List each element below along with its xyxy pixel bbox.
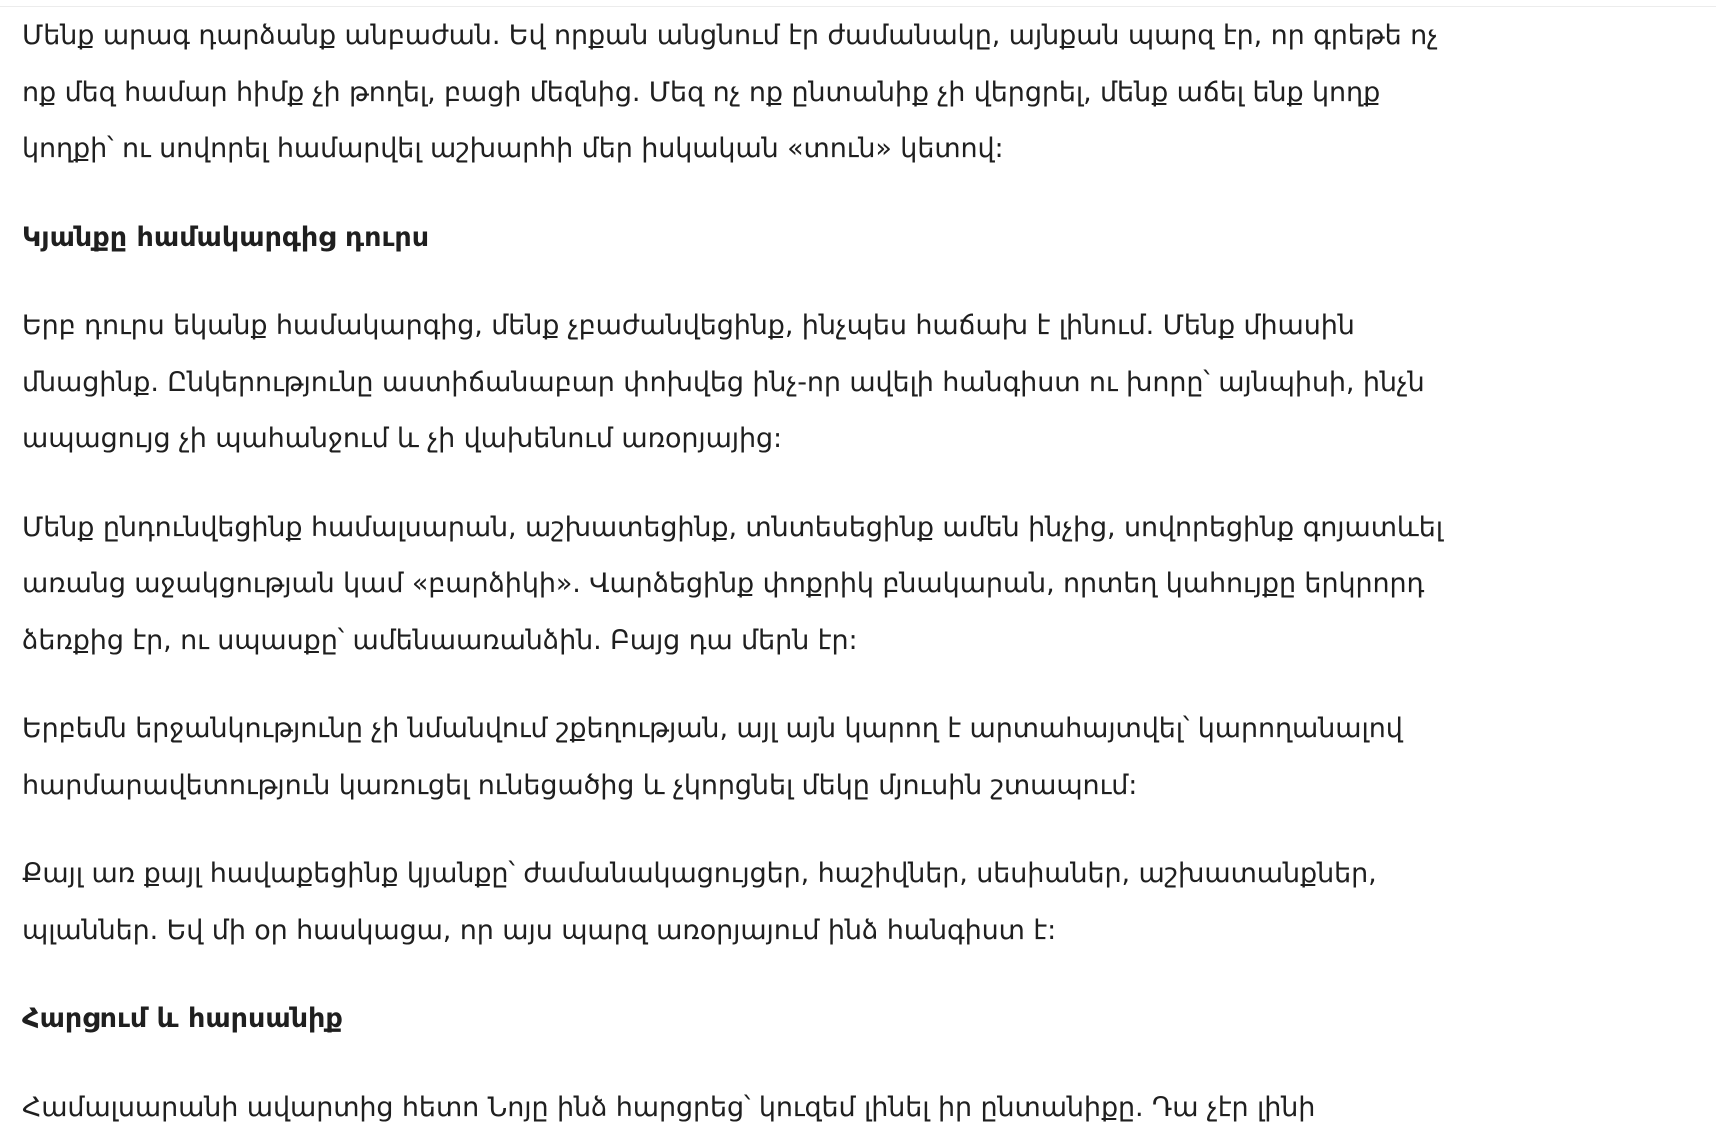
paragraph-5 xyxy=(22,846,1582,959)
paragraph-line: առանց աջակցության կամ «բարձիկի». Վարձեցինք փոքրիկ բնակարան, որտեղ կահույքը երկրորդ xyxy=(22,556,1582,613)
paragraph-line: պլաններ. Եվ մի օր հասկացա, որ այս պարզ առօրյայում ինձ հանգիստ է: xyxy=(22,903,1582,960)
paragraph-line: Մենք ընդունվեցինք համալսարան, աշխատեցինք, տնտեսեցինք ամեն ինչից, սովորեցինք գոյատևել xyxy=(22,500,1582,557)
paragraph-line: Մենք արագ դարձանք անբաժան. Եվ որքան անցնում էր ժամանակը, այնքան պարզ էր, որ գրեթե ոչ xyxy=(22,8,1582,65)
paragraph-line: Քայլ առ քայլ հավաքեցինք կյանքը՝ ժամանակացույցեր, հաշիվներ, սեսիաներ, աշխատանքներ, xyxy=(22,846,1582,903)
paragraph-line: ձեռքից էր, ու սպասքը՝ ամենաառանձին. Բայց դա մերն էր: xyxy=(22,613,1582,670)
section-heading-life-outside-system: Կյանքը համակարգից դուրս xyxy=(22,210,1582,267)
section-heading-proposal-and-wedding: Հարցում և հարսանիք xyxy=(22,991,1582,1048)
article-body xyxy=(22,8,1582,1136)
paragraph-line: ոք մեզ համար հիմք չի թողել, բացի մեզնից. Մեզ ոչ ոք ընտանիք չի վերցրել, մենք աճել ենք կողք xyxy=(22,65,1582,122)
paragraph-line: Երբեմն երջանկությունը չի նմանվում շքեղության, այլ այն կարող է արտահայտվել՝ կարողանալով xyxy=(22,701,1582,758)
paragraph-line: մնացինք. Ընկերությունը աստիճանաբար փոխվեց ինչ-որ ավելի հանգիստ ու խորը՝ այնպիսի, ինչն xyxy=(22,355,1582,412)
top-divider xyxy=(0,6,1716,7)
paragraph-3 xyxy=(22,500,1582,670)
paragraph-line: Երբ դուրս եկանք համակարգից, մենք չբաժանվեցինք, ինչպես հաճախ է լինում. Մենք միասին xyxy=(22,298,1582,355)
paragraph-line: ապացույց չի պահանջում և չի վախենում առօրյայից: xyxy=(22,411,1582,468)
paragraph-line: Համալսարանի ավարտից հետո Նոյը ինձ հարցրեց՝ կուզեմ լինել իր ընտանիքը. Դա չէր լինի xyxy=(22,1080,1582,1136)
paragraph-4 xyxy=(22,701,1582,814)
paragraph-2 xyxy=(22,298,1582,468)
paragraph-1 xyxy=(22,8,1582,178)
paragraph-line: հարմարավետություն կառուցել ունեցածից և չկորցնել մեկը մյուսին շտապում: xyxy=(22,758,1582,815)
paragraph-line: կողքի՝ ու սովորել համարվել աշխարհի մեր իսկական «տուն» կետով: xyxy=(22,121,1582,178)
